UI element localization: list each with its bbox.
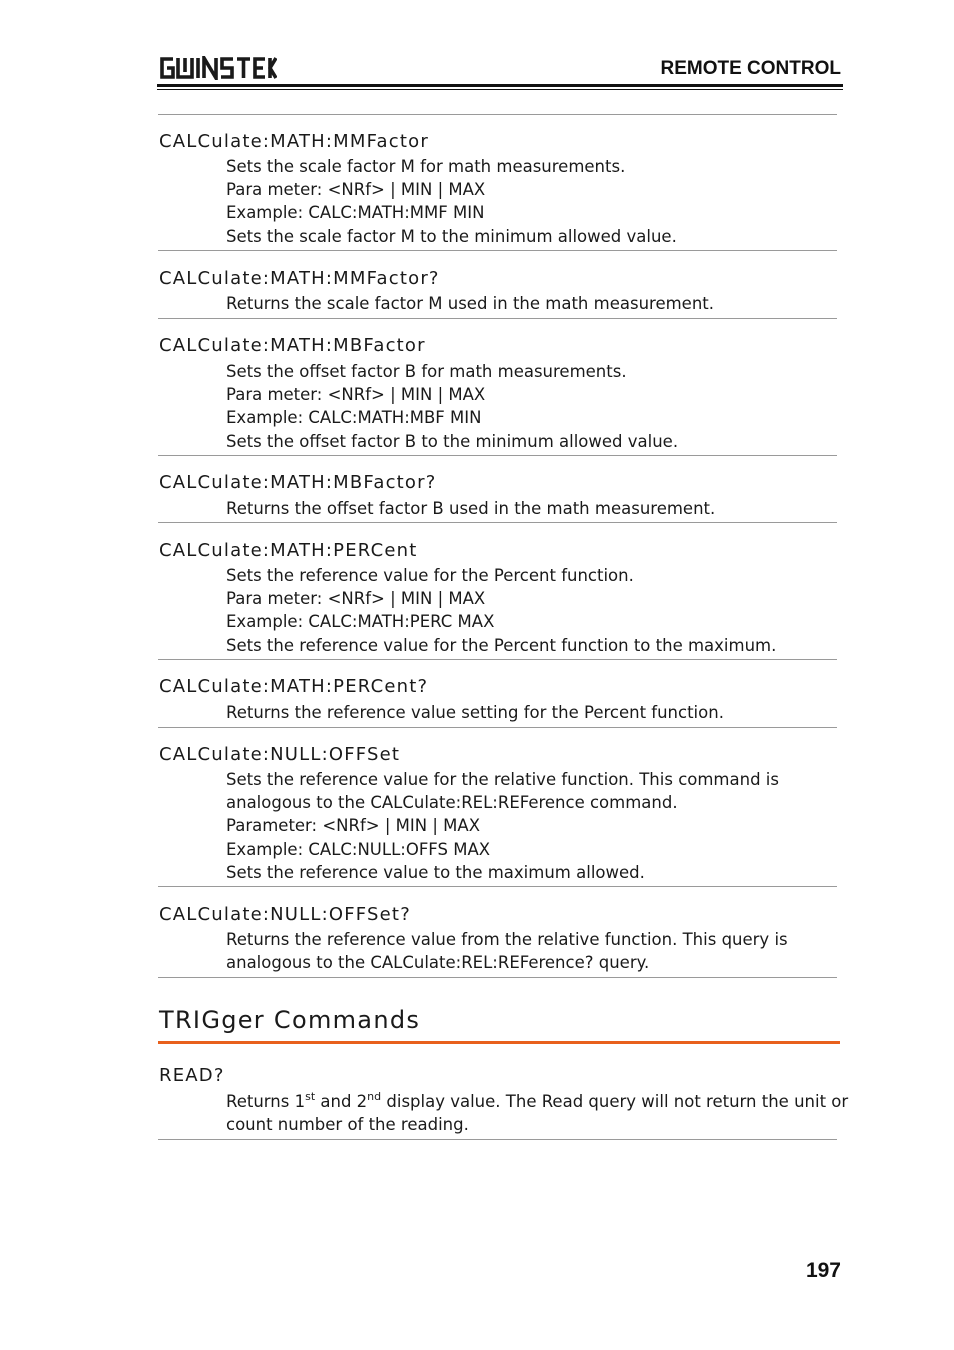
description-line: Example: CALC:MATH:MBF MIN — [226, 408, 482, 428]
command-name: CALCulate:MATH:MBFactor — [159, 335, 426, 356]
description-line: Sets the reference value to the maximum allowed. — [226, 862, 645, 882]
command-name: READ? — [159, 1065, 225, 1086]
divider — [158, 250, 837, 251]
description-line: Returns the reference value setting for the Percent function. — [226, 703, 724, 722]
command-description — [226, 497, 715, 520]
header-rule-thin — [157, 89, 843, 90]
description-line: Sets the offset factor B to the minimum allowed value. — [226, 431, 679, 451]
command-description — [226, 1090, 848, 1136]
description-line — [226, 1090, 848, 1113]
command-description — [226, 564, 776, 657]
description-line: Sets the offset factor B for math measurements. — [226, 362, 627, 381]
description-line: Sets the reference value for the Percent function to the maximum. — [226, 635, 777, 655]
description-line: Sets the reference value for the relative function. This command is — [226, 770, 779, 789]
description-line: Returns the offset factor B used in the math measurement. — [226, 499, 716, 518]
divider — [158, 114, 837, 115]
text-run: display value. The Read query will not return the unit or — [381, 1092, 849, 1111]
command-name: CALCulate:MATH:MMFactor? — [159, 268, 440, 289]
description-line: Sets the reference value for the Percent function. — [226, 566, 634, 585]
ordinal-suffix: nd — [367, 1089, 382, 1103]
ordinal-suffix: st — [305, 1089, 316, 1103]
divider — [158, 522, 837, 523]
divider — [158, 977, 837, 978]
command-description — [226, 292, 714, 315]
text-run: and 2 — [315, 1092, 368, 1111]
description-line: Example: CALC:MATH:MMF MIN — [226, 203, 485, 223]
description-line: Sets the scale factor M for math measurements. — [226, 157, 626, 176]
description-line: analogous to the CALCulate:REL:REFerence? query. — [226, 953, 650, 973]
command-description — [226, 155, 677, 248]
description-line: count number of the reading. — [226, 1115, 469, 1135]
description-line: Returns the scale factor M used in the math measurement. — [226, 294, 714, 313]
section-heading: TRIGger Commands — [159, 1006, 421, 1034]
description-line: Example: CALC:NULL:OFFS MAX — [226, 839, 491, 859]
command-name: CALCulate:MATH:MBFactor? — [159, 472, 437, 493]
description-line: Parameter: <NRf> | MIN | MAX — [226, 816, 480, 836]
section-title: REMOTE CONTROL — [660, 58, 841, 79]
description-line: Para meter: <NRf> | MIN | MAX — [226, 589, 486, 609]
command-name: CALCulate:MATH:PERCent — [159, 540, 418, 561]
description-line: Returns the reference value from the relative function. This query is — [226, 930, 788, 949]
description-line: Example: CALC:MATH:PERC MAX — [226, 612, 495, 632]
divider — [158, 455, 837, 456]
command-name: CALCulate:MATH:MMFactor — [159, 131, 429, 152]
description-line: Para meter: <NRf> | MIN | MAX — [226, 180, 486, 200]
description-line: analogous to the CALCulate:REL:REFerence command. — [226, 793, 678, 813]
divider — [158, 727, 837, 728]
page-number: 197 — [805, 1259, 841, 1282]
divider — [158, 659, 837, 660]
command-description — [226, 928, 788, 974]
command-description — [226, 360, 678, 453]
divider — [158, 318, 837, 319]
command-description — [226, 701, 724, 724]
command-name: CALCulate:NULL:OFFSet — [159, 744, 401, 765]
section-heading-rule — [158, 1041, 840, 1044]
command-name: CALCulate:MATH:PERCent? — [159, 676, 429, 697]
gwinstek-logo — [159, 56, 277, 80]
command-description — [226, 768, 779, 884]
description-line: Para meter: <NRf> | MIN | MAX — [226, 385, 486, 405]
description-line: Sets the scale factor M to the minimum allowed value. — [226, 226, 677, 246]
divider — [158, 886, 837, 887]
header-rule — [157, 84, 843, 87]
divider — [158, 1139, 837, 1140]
text-run: Returns 1 — [226, 1092, 306, 1111]
command-name: CALCulate:NULL:OFFSet? — [159, 904, 411, 925]
